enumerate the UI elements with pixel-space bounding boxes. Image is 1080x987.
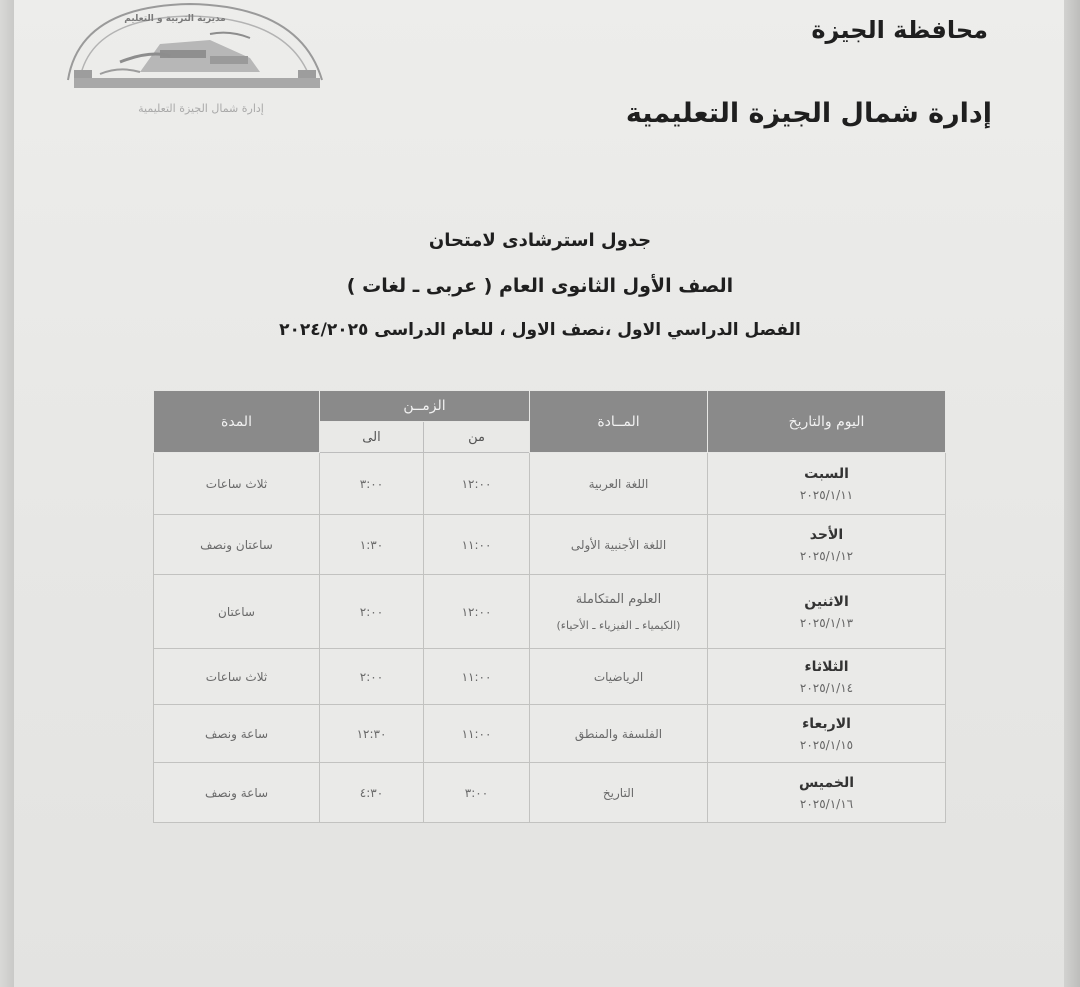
header-subject: المــادة [530,391,708,453]
day-name: الثلاثاء [804,658,849,675]
subject-cell: اللغة الأجنبية الأولى [530,515,708,575]
term-title: الفصل الدراسي الاول ،نصف الاول ، للعام الدراسى ٢٠٢٤/٢٠٢٥ [279,320,801,340]
day-name: الأحد [809,526,844,543]
start-time: ١٢:٠٠ [424,575,530,649]
document-title: جدول استرشادى لامتحان [428,230,652,251]
end-time: ٤:٣٠ [320,763,424,823]
table-row [154,649,946,705]
exam-date: ٢٠٢٥/١/١٥ [799,737,854,752]
day-name: الاربعاء [802,715,851,732]
table-row [154,575,946,649]
exam-date: ٢٠٢٥/١/١٢ [799,548,854,563]
start-time: ١١:٠٠ [424,515,530,575]
duration-cell: ساعة ونصف [154,705,320,763]
subject-cell: الفلسفة والمنطق [530,705,708,763]
table-row [154,453,946,515]
header-duration: المدة [154,391,320,453]
page-edge-left [0,0,14,987]
header-day-date: اليوم والتاريخ [708,391,946,453]
exam-schedule-table [153,390,946,823]
day-name: السبت [804,465,849,482]
administration-name: إدارة شمال الجيزة التعليمية [625,98,992,129]
duration-cell: ساعة ونصف [154,763,320,823]
table-row [154,763,946,823]
grade-title: الصف الأول الثانوى العام ( عربى ـ لغات ) [346,275,734,297]
end-time: ١:٣٠ [320,515,424,575]
day-cell [708,705,946,763]
day-cell [708,763,946,823]
header-to: الى [320,422,424,453]
subject-name: العلوم المتكاملة [575,591,662,607]
page-edge-right [1064,0,1080,987]
exam-date: ٢٠٢٥/١/١١ [799,487,854,502]
logo-caption: إدارة شمال الجيزة التعليمية [138,102,264,115]
subject-cell: التاريخ [530,763,708,823]
duration-cell: ساعتان [154,575,320,649]
duration-cell: ساعتان ونصف [154,515,320,575]
subject-cell [530,575,708,649]
logo-text: مديرية التربية و التعليم [124,14,226,24]
start-time: ٣:٠٠ [424,763,530,823]
end-time: ٣:٠٠ [320,453,424,515]
header-time: الزمــن [320,391,530,422]
duration-cell: ثلاث ساعات [154,649,320,705]
start-time: ١٢:٠٠ [424,453,530,515]
exam-date: ٢٠٢٥/١/١٦ [799,796,854,811]
day-name: الاثنين [804,593,849,610]
exam-date: ٢٠٢٥/١/١٣ [799,615,854,630]
end-time: ١٢:٣٠ [320,705,424,763]
day-cell [708,453,946,515]
day-cell [708,515,946,575]
duration-cell: ثلاث ساعات [154,453,320,515]
day-name: الخميس [798,774,855,791]
day-cell [708,575,946,649]
governorate-name: محافظة الجيزة [811,16,988,44]
table-row [154,705,946,763]
subject-note: (الكيمياء ـ الفيزياء ـ الأحياء) [556,618,681,632]
start-time: ١١:٠٠ [424,649,530,705]
table-row [154,515,946,575]
end-time: ٢:٠٠ [320,575,424,649]
start-time: ١١:٠٠ [424,705,530,763]
end-time: ٢:٠٠ [320,649,424,705]
subject-cell: الرياضيات [530,649,708,705]
header-from: من [424,422,530,453]
exam-date: ٢٠٢٥/١/١٤ [799,680,854,695]
day-cell [708,649,946,705]
subject-cell: اللغة العربية [530,453,708,515]
